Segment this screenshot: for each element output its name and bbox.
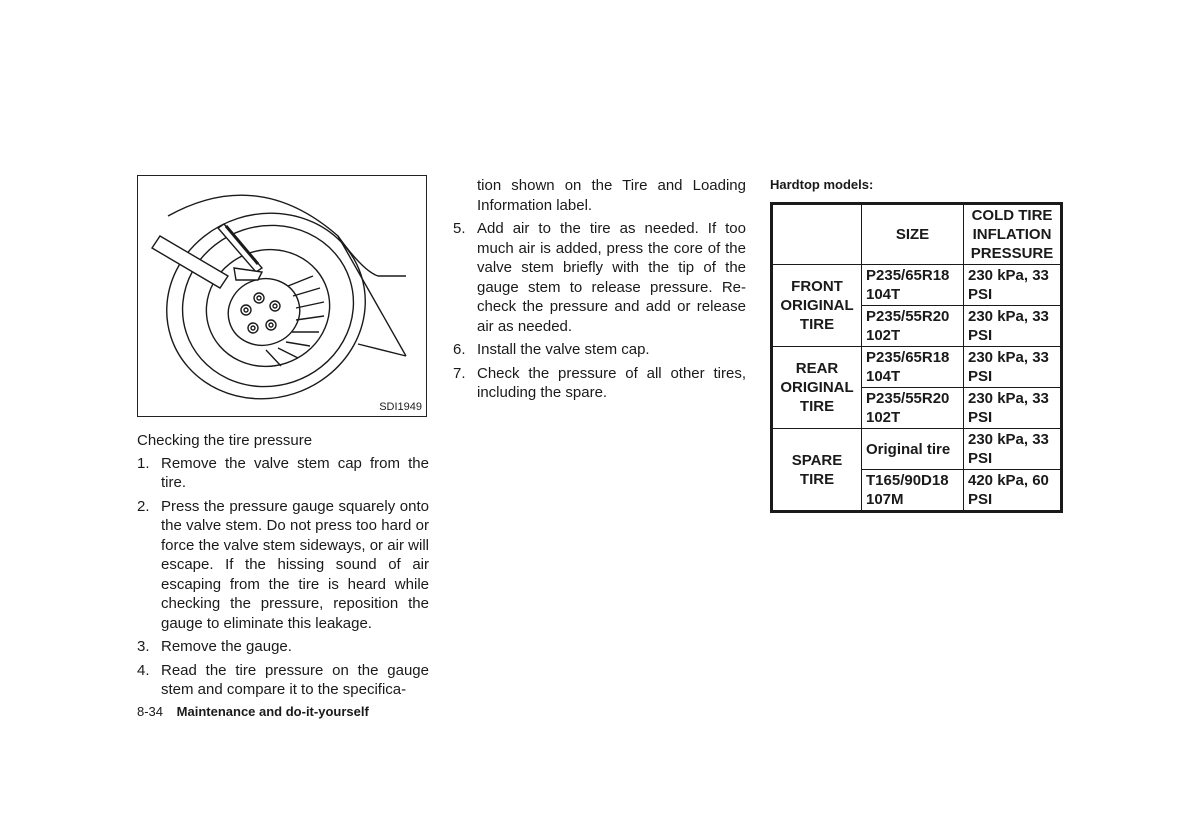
tire-pressure-table [770,202,1063,513]
header-pressure: COLD TIRE INFLATION PRESSURE [964,204,1062,265]
figure-code: SDI1949 [379,401,422,413]
size-cell: P235/65R18 104T [862,347,964,388]
step-text: Remove the gauge. [161,638,292,655]
step-text: Check the pressure of all other tires, including the spare. [477,364,746,401]
step-text: Add air to the tire as needed. If too much air is added, press the core of the valve stem briefly with the tip of the gauge stem to release pressure. Re-check the pressure and add or release air as needed. [477,220,746,335]
pressure-cell: 230 kPa, 33 PSI [964,347,1062,388]
step-item [137,637,429,657]
step-item [453,364,746,403]
step-text: Remove the valve stem cap from the tire. [161,454,429,491]
step-number: 3. [137,638,150,655]
page-number: 8-34 [137,704,164,719]
size-cell: P235/55R20 102T [862,388,964,429]
group-label: REAR ORIGINAL TIRE [772,347,862,429]
pressure-cell: 420 kPa, 60 PSI [964,470,1062,512]
table-row [772,429,1062,470]
step-item [453,219,746,336]
tire-pressure-illustration [137,175,427,417]
header-size: SIZE [862,204,964,265]
step-number: 7. [453,364,466,382]
tire-gauge-drawing [138,176,427,417]
step-item [137,497,429,634]
section-caption: Checking the tire pressure [137,432,313,449]
step-number: 2. [137,497,150,515]
group-label: FRONT ORIGINAL TIRE [772,265,862,347]
pressure-cell: 230 kPa, 33 PSI [964,429,1062,470]
group-label: SPARE TIRE [772,429,862,512]
step-text: Install the valve stem cap. [477,341,650,358]
size-cell: T165/90D18 107M [862,470,964,512]
step-number: 6. [453,341,466,358]
pressure-cell: 230 kPa, 33 PSI [964,306,1062,347]
step-continuation: tion shown on the Tire and Loading Information label. [477,177,746,214]
left-column [137,431,429,704]
steps-list-left [137,454,429,700]
size-cell: P235/65R18 104T [862,265,964,306]
step-item [453,340,746,360]
table-row [772,265,1062,306]
step-text: Read the tire pressure on the gauge stem and compare it to the specifica- [161,661,429,698]
step-number: 5. [453,220,466,237]
table-title: Hardtop models: [770,177,874,192]
section-title: Maintenance and do-it-yourself [176,704,369,719]
middle-column [453,176,746,407]
page-footer [137,704,369,719]
step-item [137,454,429,493]
step-number: 1. [137,454,150,472]
table-header-row [772,204,1062,265]
step-number: 4. [137,661,150,679]
steps-list-middle [453,219,746,403]
header-blank-cell [772,204,862,265]
step-text: Press the pressure gauge squarely onto the valve stem. Do not press too hard or force the valve stem sideways, or air will escape. If the hissing sound of air escaping from the tire is heard while checking the pressure, reposition the gauge to eliminate this leakage. [161,497,429,632]
size-cell: Original tire [862,429,964,470]
step-item [137,661,429,700]
table-row [772,347,1062,388]
right-column [770,177,1065,513]
size-cell: P235/55R20 102T [862,306,964,347]
pressure-cell: 230 kPa, 33 PSI [964,265,1062,306]
pressure-cell: 230 kPa, 33 PSI [964,388,1062,429]
